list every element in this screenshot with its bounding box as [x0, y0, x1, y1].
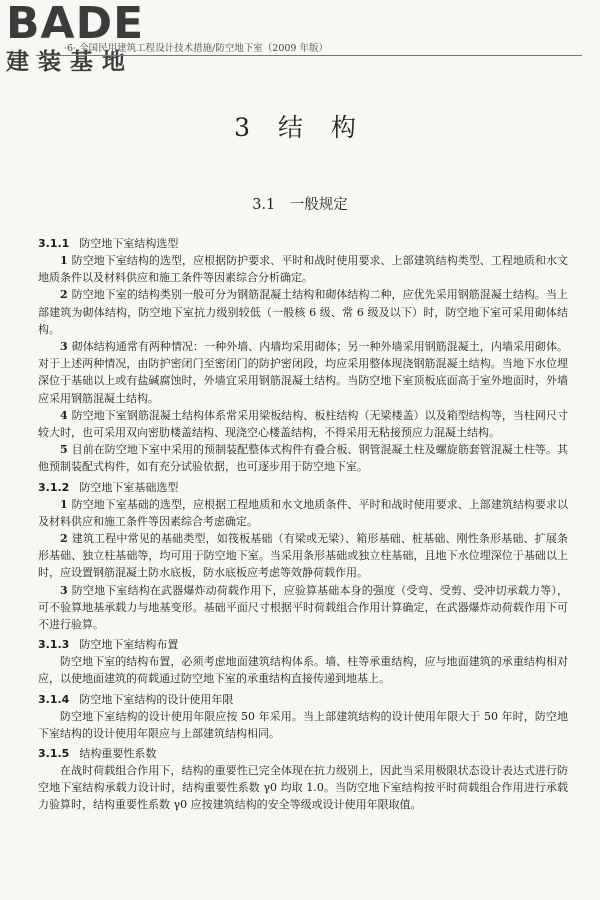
- paragraph-number: 1: [60, 497, 68, 511]
- clause-title: 防空地下室结构的设计使用年限: [79, 692, 234, 706]
- chapter-title: 3 结 构: [234, 113, 366, 142]
- clause-paragraph: [38, 762, 568, 814]
- clause-heading: [38, 745, 568, 762]
- paragraph-text: 防空地下室结构在武器爆炸动荷载作用下，应验算基础本身的强度（受弯、受剪、受冲切承载力等），可不验算地基承载力与地基变形。基础平面尺寸根据平时荷载组合作用计算确定，在武器爆炸动荷载作用下可不进行验算。: [38, 583, 568, 632]
- clause-paragraph: [38, 407, 568, 441]
- clause-heading: [38, 691, 568, 708]
- paragraph-number: 3: [60, 583, 68, 597]
- paragraph-text: 防空地下室钢筋混凝土结构体系常采用梁板结构、板柱结构（无梁楼盖）以及箱型结构等，当柱网尺寸较大时，也可采用双向密肋楼盖结构、现浇空心楼盖结构，不得采用无粘接预应力混凝土结构。: [38, 408, 568, 440]
- clause-paragraph: [38, 441, 568, 475]
- clause-title: 防空地下室基础选型: [79, 480, 179, 494]
- paragraph-text: 砌体结构通常有两种情况：一种外墙、内墙均采用砌体；另一种外墙采用钢筋混凝土，内墙采用砌体。对于上述两种情况，由防护密闭门至密闭门的防护密闭段，均应采用整体现浇钢筋混凝土结构。当地下水位埋深位于基础以上或有盐碱腐蚀时，外墙宜采用钢筋混凝土结构。当防空地下室顶板底面高于室外地面时，外墙应采用钢筋混凝土结构。: [38, 340, 568, 405]
- watermark-logo-text: BADE: [6, 0, 145, 49]
- paragraph-number: 2: [60, 288, 68, 302]
- paragraph-number: 2: [60, 532, 68, 546]
- clause-paragraph: [38, 653, 568, 687]
- paragraph-number: 5: [60, 443, 68, 457]
- clause-heading: [38, 479, 568, 496]
- watermark-logo-subtext: 建装基地: [6, 49, 134, 75]
- paragraph-text: 目前在防空地下室中采用的预制装配整体式构件有叠合板、钢管混凝土柱及螺旋筋套管混凝土柱等。其他预制装配式构件，如有充分试验依据，也可逐步用于防空地下室。: [38, 443, 568, 474]
- clause-paragraph: [38, 338, 568, 407]
- clause-paragraph: [38, 286, 568, 338]
- clause-number: 3.1.5: [38, 747, 70, 761]
- clause-heading: [38, 636, 568, 653]
- paragraph-text: 防空地下室结构的设计使用年限应按 50 年采用。当上部建筑结构的设计使用年限大于 50 年时，防空地下室结构的设计使用年限应与上部建筑结构相同。: [38, 709, 568, 740]
- clause-paragraph: [38, 496, 568, 530]
- clause-paragraph: [38, 530, 568, 582]
- paragraph-text: 防空地下室的结构类别一般可分为钢筋混凝土结构和砌体结构二种，应优先采用钢筋混凝土结构。当上部建筑为砌体结构，防空地下室抗力级别较低（一般核 6 级、常 6 级及以下）时，防空地下室可采用砌体结构。: [38, 288, 568, 336]
- clause-title: 防空地下室结构布置: [79, 638, 179, 652]
- paragraph-text: 防空地下室结构的选型，应根据防护要求、平时和战时使用要求、上部建筑结构类型、工程地质和水文地质条件以及材料供应和施工条件等因素综合分析确定。: [38, 254, 568, 285]
- paragraph-text: 防空地下室基础的选型，应根据工程地质和水文地质条件、平时和战时使用要求、上部建筑结构要求以及材料供应和施工条件等因素综合考虑确定。: [38, 497, 568, 528]
- paragraph-number: 1: [60, 254, 68, 267]
- header-rule: [36, 55, 582, 56]
- clause-number: 3.1.4: [38, 692, 70, 706]
- section-title: 3.1 一般规定: [252, 197, 348, 213]
- paragraph-text: 建筑工程中常见的基础类型，如筏板基础（有梁或无梁）、箱形基础、桩基础、刚性条形基础、扩展条形基础、独立柱基础等，均可用于防空地下室。当采用条形基础或独立柱基础，且地下水位埋深位于基础以上时，应设置钢筋混凝土防水底板，防水底板应考虑等效静荷载作用。: [38, 532, 568, 580]
- clause-paragraph: [38, 582, 568, 634]
- clause-number: 3.1.2: [38, 480, 70, 494]
- body-content: [38, 232, 568, 814]
- clause-paragraph: [38, 252, 568, 286]
- paragraph-number: 3: [60, 340, 68, 354]
- clause-number: 3.1.3: [38, 638, 70, 652]
- clause-title: 结构重要性系数: [79, 747, 157, 761]
- watermark-logo: [6, 2, 144, 76]
- clause-title: 防空地下室结构选型: [79, 237, 179, 250]
- running-header: ·6· 全国民用建筑工程设计技术措施/防空地下室（2009 年版）: [64, 43, 329, 54]
- clause-paragraph: [38, 708, 568, 742]
- clause-number: 3.1.1: [38, 237, 70, 250]
- paragraph-number: 4: [60, 408, 68, 422]
- clause-heading: [38, 235, 568, 252]
- paragraph-text: 在战时荷载组合作用下，结构的重要性已完全体现在抗力级别上，因此当采用极限状态设计表达式进行防空地下室结构承载力设计时，结构重要性系数 γ0 均取 1.0。当防空地下室结构按平时荷载组合作用进行承载力验算时，结构重要性系数 γ0 应按建筑结构的安全等级或设计使用年限取值。: [38, 764, 568, 812]
- paragraph-text: 防空地下室的结构布置，必须考虑地面建筑结构体系。墙、柱等承重结构，应与地面建筑的承重结构相对应，以使地面建筑的荷载通过防空地下室的承重结构直接传递到地基上。: [38, 655, 568, 686]
